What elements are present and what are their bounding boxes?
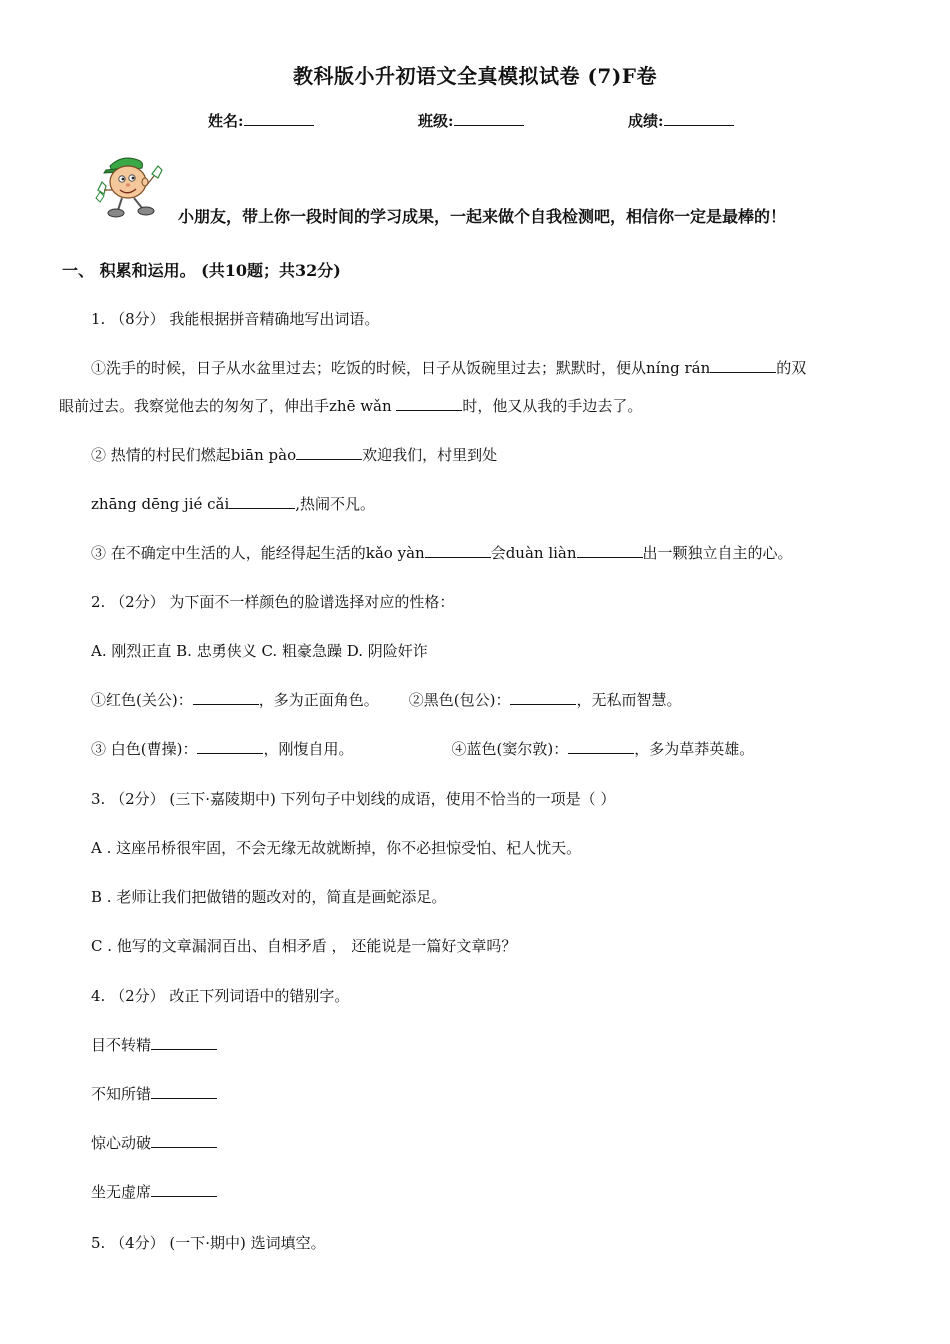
class-blank: [454, 111, 524, 126]
q2-options: A. 刚烈正直 B. 忠勇侠义 C. 粗豪急躁 D. 阴险奸诈: [91, 642, 428, 660]
q4-blank-3[interactable]: [151, 1132, 217, 1148]
q4-word-3-text: 惊心动破: [91, 1134, 152, 1152]
q1-part2-line2: [91, 493, 375, 515]
q1-blank-bianpao[interactable]: [296, 444, 362, 460]
q1-blank-zhangdeng[interactable]: [229, 493, 295, 509]
q2-r2-white-label: ③ 白色(曹操)：: [91, 740, 198, 758]
q1-blank-duanlian[interactable]: [577, 542, 643, 558]
q4-blank-4[interactable]: [151, 1181, 217, 1197]
q1-p1-text-b: 的双: [776, 359, 807, 377]
q1-part1-line2: [59, 395, 642, 417]
exam-title: 教科版小升初语文全真模拟试卷 (7)F卷: [292, 64, 657, 88]
q4-blank-1[interactable]: [151, 1034, 217, 1050]
q1-p1-text-a: ①洗手的时候，日子从水盆里过去；吃饭的时候，日子从饭碗里过去；默默时，便从níng rán: [91, 359, 711, 377]
q2-r2-blue-label: ④蓝色(窦尔敦)：: [451, 740, 569, 758]
name-blank: [244, 111, 314, 126]
q2-blank-red[interactable]: [193, 689, 259, 705]
q3-stem: 3. （2分） (三下·嘉陵期中) 下列句子中划线的成语，使用不恰当的一项是（ ）: [91, 790, 616, 808]
q1-p2-text-d: ,热闹不凡。: [295, 495, 376, 513]
q2-row2: [91, 738, 754, 760]
q4-word-1: [91, 1034, 217, 1056]
q1-p2-text-c: zhāng dēng jié cǎi: [91, 495, 230, 513]
q4-word-1-text: 目不转精: [91, 1036, 152, 1054]
q1-p1-text-d: 时，他又从我的手边去了。: [462, 397, 643, 415]
q1-part2-line1: [91, 444, 497, 466]
q2-r1-red-label: ①红色(关公)：: [91, 691, 193, 709]
q4-word-4-text: 坐无虚席: [91, 1183, 152, 1201]
q1-p2-text-b: 欢迎我们，村里到处: [362, 446, 498, 464]
q1-part3-line: [91, 542, 793, 564]
q4-word-4: [91, 1181, 217, 1203]
q4-stem: 4. （2分） 改正下列词语中的错别字。: [91, 987, 350, 1005]
q1-p1-text-c: 眼前过去。我察觉他去的匆匆了，伸出手zhē wǎn: [59, 397, 397, 415]
q2-stem: 2. （2分） 为下面不一样颜色的脸谱选择对应的性格：: [91, 593, 455, 611]
q1-blank-ningran[interactable]: [710, 357, 776, 373]
score-label: 成绩:: [628, 112, 664, 130]
q1-p2-text-a: ② 热情的村民们燃起biān pào: [91, 446, 297, 464]
score-blank: [664, 111, 734, 126]
q4-word-2-text: 不知所错: [91, 1085, 152, 1103]
q2-blank-black[interactable]: [510, 689, 576, 705]
q1-blank-kaoyan[interactable]: [425, 542, 491, 558]
boy-with-cap-mascot-icon: [92, 152, 172, 224]
score-field: [628, 110, 734, 131]
student-info-row: [0, 110, 950, 134]
q2-r2-white-desc: ，刚愎自用。: [263, 740, 354, 758]
q1-blank-zhewan[interactable]: [396, 395, 462, 411]
q1-part1-line1: [91, 357, 806, 379]
q2-r1-black-desc: ，无私而智慧。: [576, 691, 682, 709]
q2-row1: [91, 689, 681, 711]
q1-p3-text-b: 会duàn liàn: [490, 544, 577, 562]
q4-word-2: [91, 1083, 217, 1105]
q1-p3-text-c: 出一颗独立自主的心。: [642, 544, 793, 562]
name-label: 姓名:: [208, 112, 244, 130]
q2-r1-red-desc: ，多为正面角色。: [258, 691, 379, 709]
q3-option-c[interactable]: C . 他写的文章漏洞百出、自相矛盾 ， 还能说是一篇好文章吗？: [91, 937, 517, 955]
class-field: [418, 110, 524, 131]
q2-r1-black-label: ②黑色(包公)：: [408, 691, 511, 709]
q1-p3-text-a: ③ 在不确定中生活的人，能经得起生活的kǎo yàn: [91, 544, 425, 562]
q2-r2-blue-desc: ，多为草莽英雄。: [634, 740, 755, 758]
q5-stem: 5. （4分） (一下·期中) 选词填空。: [91, 1234, 326, 1252]
q3-option-a[interactable]: A . 这座吊桥很牢固，不会无缘无故就断掉，你不必担惊受怕、杞人忧天。: [91, 839, 582, 857]
q4-word-3: [91, 1132, 217, 1154]
q3-option-b[interactable]: B . 老师让我们把做错的题改对的，简直是画蛇添足。: [91, 888, 447, 906]
q4-blank-2[interactable]: [151, 1083, 217, 1099]
q2-blank-blue[interactable]: [568, 738, 634, 754]
encouragement-message: 小朋友，带上你一段时间的学习成果，一起来做个自我检测吧，相信你一定是最棒的！: [178, 207, 787, 226]
section-1-title: 一、 积累和运用。 (共10题；共32分): [62, 261, 341, 280]
name-field: [208, 110, 314, 131]
q1-stem: 1. （8分） 我能根据拼音精确地写出词语。: [91, 310, 380, 328]
class-label: 班级:: [418, 112, 454, 130]
q2-blank-white[interactable]: [197, 738, 263, 754]
